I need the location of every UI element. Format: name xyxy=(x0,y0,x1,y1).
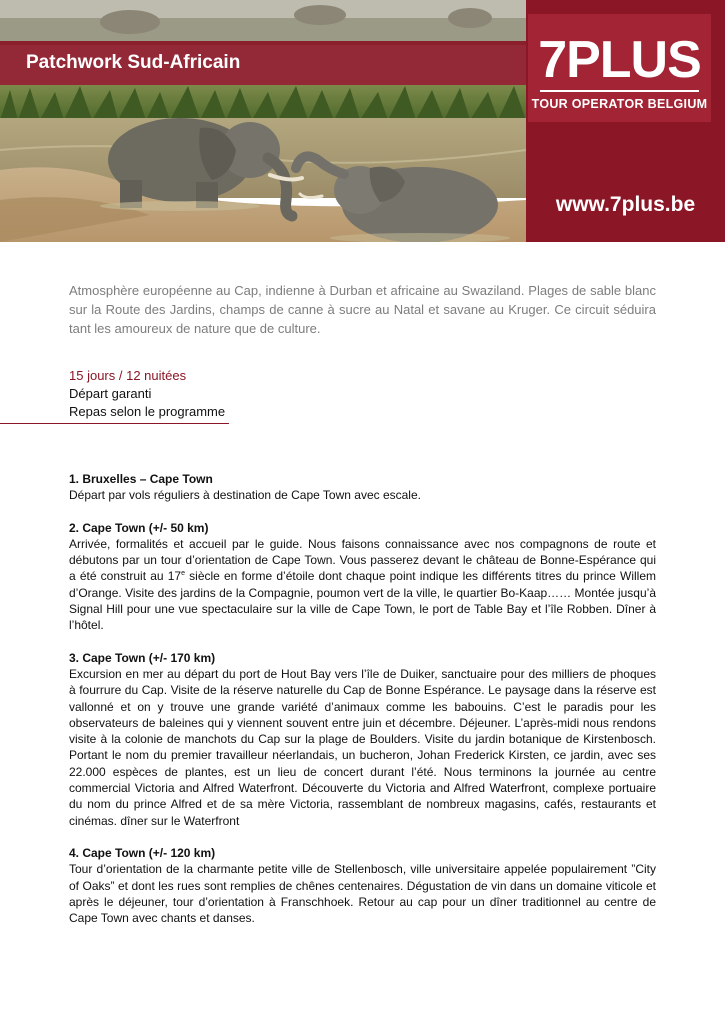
itinerary-day xyxy=(69,650,656,829)
ordinal-superscript: e xyxy=(181,570,185,578)
day-title: 2. Cape Town (+/- 50 km) xyxy=(69,520,209,535)
day-text-part: Arrivée, formalités et accueil par le guide. Nous faisons connaissance avec nos compagnons de route et débutons par un tour d’orientation de Cape Town. Vous passerez devant le château de Bonne-Espérance qui a été construit au 17 xyxy=(69,536,656,584)
logo-tagline: TOUR OPERATOR BELGIUM xyxy=(531,97,708,111)
intro-paragraph: Atmosphère européenne au Cap, indienne à Durban et africaine au Swaziland. Plages de sable blanc sur la Route des Jardins, champs de canne à sucre au Natal et savane au Kruger. Ce circuit séduira tant les amoureux de nature que de culture. xyxy=(69,283,656,336)
day-description: Excursion en mer au départ du port de Hout Bay vers l’île de Duiker, sanctuaire pour des milliers de phoques à fourrure du Cap. Visite de la réserve naturelle du Cap de Bonne Espérance. Le paysage dans la réserve est vallonné et on y trouve une grande variété d’animaux comme les babouins. C’est le paradis pour les observateurs de baleines qui y viennent souvent entre juin et décembre. Déjeuner. L’après-midi nous rendons visite à la colonie de manchots du Cap sur la plage de Boulders. Visite du jardin botanique de Kirstenbosch. Portant le nom du premier travailleur néerlandais, un bucheron, Johan Frederick Kirsten, ce jardin, avec ses 22.000 espèces de plantes, est un lieu de concert durant l’été. Nous terminons la journée au centre commercial Victoria and Alfred Waterfront. Découverte du Victoria and Alfred Waterfront, complexe portuaire du nom du prince Alfred et de sa mère Victoria, rassemblant de nombreux magasins, cafés, restaurants et cinémas. dîner sur le Waterfront xyxy=(69,666,656,828)
trip-summary xyxy=(69,367,469,421)
logo-wordmark: 7PLUS xyxy=(538,31,701,89)
itinerary-day xyxy=(69,471,656,504)
departure-info: Départ garanti xyxy=(69,386,152,401)
title-band xyxy=(0,41,526,85)
itinerary-day xyxy=(69,520,656,634)
itinerary-day xyxy=(69,845,656,926)
meals-info: Repas selon le programme xyxy=(69,404,226,419)
day-description: Tour d’orientation de la charmante petite ville de Stellenbosch, ville universitaire appelée populairement ”City of Oaks” et dont les rues sont remplies de chênes centenaires. Dégustation de vin dans un domaine viticole et après le déjeuner, tour d’orientation à Franschhoek. Retour au cap pour un dîner traditionnel au centre de Cape Town avec chants et danses. xyxy=(69,862,656,926)
day-description: Départ par vols réguliers à destination de Cape Town avec escale. xyxy=(69,488,421,503)
day-text-part: siècle en forme d’étoile dont chaque point indique les différents titres du prince Willem d’Orange. Visite des jardins de la Compagnie, poumon vert de la ville, le quartier Bo-Kaap…… Montée jusqu’à Signal Hill pour une vue spectaculaire sur la ville de Cape Town, le port de Table Bay et l’île Robben. Dîner à l’hôtel. xyxy=(69,569,656,633)
trip-duration: 15 jours / 12 nuitées xyxy=(69,368,187,383)
day-title: 4. Cape Town (+/- 120 km) xyxy=(69,845,216,860)
day-title: 3. Cape Town (+/- 170 km) xyxy=(69,650,216,665)
section-divider xyxy=(0,423,229,424)
logo-divider xyxy=(540,90,699,92)
page-header xyxy=(0,0,725,242)
day-title: 1. Bruxelles – Cape Town xyxy=(69,472,213,486)
page-title: Patchwork Sud-Africain xyxy=(26,52,241,73)
7plus-logo xyxy=(528,14,711,122)
itinerary xyxy=(69,471,656,942)
day-description xyxy=(69,536,656,634)
elephants-photo xyxy=(0,0,526,242)
website-url[interactable]: www.7plus.be xyxy=(555,193,696,216)
